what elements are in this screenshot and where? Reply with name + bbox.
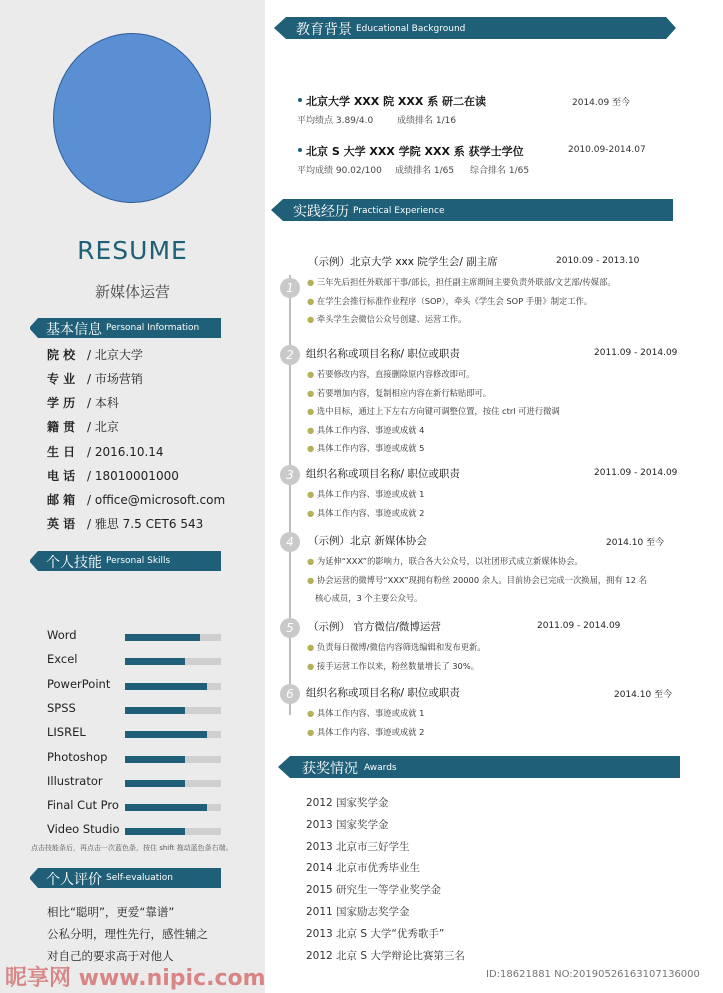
section-title: 获奖情况 xyxy=(302,761,358,777)
award-item: 2011 国家励志奖学金 xyxy=(306,906,410,918)
info-value: office@microsoft.com xyxy=(94,493,226,507)
header-notch xyxy=(29,551,38,571)
header-notch xyxy=(274,17,286,39)
skill-row xyxy=(47,822,227,838)
bullet-dot: ● xyxy=(307,314,317,324)
experience-bullet xyxy=(307,387,491,399)
section-subtitle: Practical Experience xyxy=(353,206,445,216)
experience-bullet xyxy=(307,660,479,672)
bullet-text: 在学生会推行标准作业程序（SOP），牵头《学生会 SOP 手册》制定工作。 xyxy=(316,295,593,306)
skill-row xyxy=(47,774,227,790)
education-header xyxy=(286,17,676,39)
skill-bar-fill xyxy=(125,804,207,811)
bullet-dot: ● xyxy=(307,406,317,416)
info-key: 籍 贯 xyxy=(47,420,76,434)
section-title: 实践经历 xyxy=(293,204,349,220)
evaluation-line: 对自己的要求高于对他人 xyxy=(47,949,174,963)
experience-bullet xyxy=(307,726,424,738)
bullet-text: 具体工作内容、事迹或成就 5 xyxy=(316,443,425,453)
info-value: 本科 xyxy=(94,396,119,410)
bullet-dot xyxy=(298,148,302,152)
info-key: 邮 箱 xyxy=(47,493,76,507)
header-notch xyxy=(278,756,290,778)
experience-bullet xyxy=(307,295,592,307)
timeline-number: 4 xyxy=(280,532,300,552)
bullet-dot: ● xyxy=(307,489,317,499)
experience-bullet xyxy=(307,641,486,653)
image-id-text: ID:18621881 NO:20190526163107136000 xyxy=(486,969,700,980)
skill-bar-fill xyxy=(125,780,185,787)
award-item: 2012 北京 S 大学辩论比赛第三名 xyxy=(306,949,465,962)
bullet-dot: ● xyxy=(307,726,317,737)
info-row: 英 语 / 雅思 7.5 CET6 543 xyxy=(47,517,204,531)
experience-date: 2010.09 - 2013.10 xyxy=(556,256,640,266)
skill-name: Final Cut Pro xyxy=(47,798,119,813)
experience-bullet xyxy=(307,507,424,519)
award-item: 2013 北京 S 大学“优秀歌手” xyxy=(306,927,445,940)
skill-row xyxy=(47,750,227,766)
skill-name: PowerPoint xyxy=(47,676,111,691)
skill-bar-track xyxy=(125,756,221,763)
skill-bar-track xyxy=(125,731,221,738)
info-row: 生 日 / 2016.10.14 xyxy=(47,445,164,459)
info-key: 电 话 xyxy=(47,469,76,483)
bullet-dot: ● xyxy=(307,574,317,585)
bullet-text: 选中目标，通过上下左右方向键可调整位置，按住 ctrl 可进行微调 xyxy=(316,406,560,416)
info-value: 市场营销 xyxy=(94,372,143,386)
skill-bar-track xyxy=(125,658,221,665)
info-value: 北京大学 xyxy=(94,348,143,362)
skill-name: Excel xyxy=(47,652,78,667)
bullet-dot xyxy=(298,98,302,102)
header-notch xyxy=(271,199,283,221)
basic-info-header xyxy=(30,318,221,338)
site-logo-watermark: 昵享网 www.nipic.com xyxy=(5,966,266,991)
info-row: 邮 箱 / office@microsoft.com xyxy=(47,493,226,507)
experience-bullet xyxy=(315,592,422,604)
award-item: 2013 北京市三好学生 xyxy=(306,840,410,853)
bullet-dot: ● xyxy=(307,642,317,652)
skill-bar-track xyxy=(125,634,221,641)
bullet-dot: ● xyxy=(307,708,317,718)
bullet-text: 三年先后担任外联部干事/部长，担任副主席期间主要负责外联部/文艺部/传媒部。 xyxy=(316,277,616,287)
edu-overall-rank: 综合排名 1/65 xyxy=(470,166,530,176)
timeline-line xyxy=(289,275,291,715)
skill-name: LISREL xyxy=(47,725,86,740)
header-notch xyxy=(29,318,38,338)
section-subtitle: Educational Background xyxy=(356,24,466,34)
timeline-number: 5 xyxy=(280,618,300,638)
skill-name: Word xyxy=(47,628,77,642)
evaluation-header xyxy=(30,868,221,888)
bullet-dot: ● xyxy=(307,507,317,518)
experience-date: 2011.09 - 2014.09 xyxy=(594,348,678,358)
skill-name: Video Studio xyxy=(47,822,120,837)
experience-date: 2014.10 至今 xyxy=(606,538,665,548)
skill-name: Illustrator xyxy=(47,773,103,788)
bullet-text: 接手运营工作以来，粉丝数量增长了 30%。 xyxy=(316,660,480,671)
award-item: 2012 国家奖学金 xyxy=(306,797,389,809)
experience-date: 2011.09 - 2014.09 xyxy=(537,621,621,631)
skills-header xyxy=(30,551,221,571)
info-row: 专 业 / 市场营销 xyxy=(47,372,143,386)
experience-bullet xyxy=(307,488,424,500)
info-row: 籍 贯 / 北京 xyxy=(47,420,119,434)
award-item: 2015 研究生一等学业奖学金 xyxy=(306,884,442,897)
skill-row xyxy=(47,677,227,693)
practice-header xyxy=(283,199,673,221)
bullet-text: 协会运营的微博号“XXX”现拥有粉丝 20000 余人。目前协会已完成一次换届，拥有 12 名 xyxy=(316,574,647,585)
section-subtitle: Personal Information xyxy=(106,323,200,333)
experience-date: 2011.09 - 2014.09 xyxy=(594,468,678,478)
edu-rank: 成绩排名 1/65 xyxy=(395,166,455,176)
bullet-text: 具体工作内容、事迹或成就 1 xyxy=(316,489,425,499)
header-notch xyxy=(666,17,676,39)
experience-bullet xyxy=(307,555,583,567)
skill-bar-fill xyxy=(125,731,207,738)
experience-bullet xyxy=(307,405,560,417)
skill-row xyxy=(47,652,227,668)
skill-row xyxy=(47,628,227,644)
skill-bar-track xyxy=(125,780,221,787)
skill-bar-track xyxy=(125,828,221,835)
info-key: 生 日 xyxy=(47,445,76,459)
section-subtitle: Self-evaluation xyxy=(106,873,174,883)
experience-title: （示例） 官方微信/微博运营 xyxy=(308,621,441,633)
bullet-text: 具体工作内容、事迹或成就 2 xyxy=(316,726,425,737)
timeline-number: 3 xyxy=(280,465,300,485)
bullet-text: 核心成员，3 个主要公众号。 xyxy=(315,593,423,603)
timeline-number: 2 xyxy=(280,345,300,365)
bullet-text: 具体工作内容、事迹或成就 1 xyxy=(316,708,425,718)
timeline-number: 6 xyxy=(280,684,300,704)
skill-bar-fill xyxy=(125,634,200,641)
edu-title: 北京 S 大学 XXX 学院 XXX 系 获学士学位 xyxy=(306,145,524,158)
header-notch xyxy=(29,868,38,888)
bullet-dot: ● xyxy=(307,660,317,671)
bullet-dot: ● xyxy=(307,369,317,379)
section-subtitle: Awards xyxy=(364,763,397,773)
skill-row xyxy=(47,725,227,741)
skill-bar-track xyxy=(125,804,221,811)
skill-bar-fill xyxy=(125,756,185,763)
info-value: 18010001000 xyxy=(94,469,179,483)
bullet-text: 具体工作内容、事迹或成就 4 xyxy=(316,424,425,435)
section-title: 个人评价 xyxy=(46,872,102,888)
skill-bar-track xyxy=(125,707,221,714)
skill-name: Photoshop xyxy=(47,749,108,764)
bullet-text: 牵头学生会微信公众号创建、运营工作。 xyxy=(316,314,467,324)
experience-title: 组织名称或项目名称/ 职位或职责 xyxy=(306,348,460,360)
info-key: 院 校 xyxy=(47,348,76,362)
info-value: 北京 xyxy=(94,420,119,434)
experience-bullet xyxy=(307,574,647,586)
bullet-dot: ● xyxy=(307,556,317,566)
edu-rank: 成绩排名 1/16 xyxy=(397,116,457,126)
skill-bar-fill xyxy=(125,683,207,690)
awards-header xyxy=(290,756,680,778)
section-title: 个人技能 xyxy=(46,555,102,571)
info-value: 2016.10.14 xyxy=(94,445,164,459)
section-title: 教育背景 xyxy=(296,22,352,38)
bullet-dot: ● xyxy=(307,387,317,398)
bullet-text: 若要修改内容，直接删除原内容修改即可。 xyxy=(316,369,475,379)
bullet-text: 为延伸“XXX”的影响力，联合各大公众号，以社团形式成立新媒体协会。 xyxy=(316,556,583,566)
award-item: 2014 北京市优秀毕业生 xyxy=(306,862,421,875)
info-row: 电 话 / 18010001000 xyxy=(47,469,179,483)
skill-bar-fill xyxy=(125,707,185,714)
experience-bullet xyxy=(307,276,616,288)
experience-bullet xyxy=(307,707,424,719)
experience-date: 2014.10 至今 xyxy=(614,690,673,700)
sidebar xyxy=(0,0,265,993)
skill-name: SPSS xyxy=(47,700,76,715)
info-row: 院 校 / 北京大学 xyxy=(47,348,143,362)
evaluation-line: 相比“聪明”，更爱“靠谱” xyxy=(47,905,175,919)
experience-bullet xyxy=(307,313,466,325)
evaluation-line: 公私分明，理性先行，感性辅之 xyxy=(47,927,208,941)
bullet-dot: ● xyxy=(307,295,317,306)
bullet-dot: ● xyxy=(307,443,317,453)
experience-title: （示例）北京 新媒体协会 xyxy=(308,535,427,547)
skill-row xyxy=(47,701,227,717)
info-row: 学 历 / 本科 xyxy=(47,396,119,410)
skill-row xyxy=(47,798,227,814)
timeline-number: 1 xyxy=(280,278,300,298)
edu-title: 北京大学 XXX 院 XXX 系 研二在读 xyxy=(306,95,487,108)
bullet-text: 具体工作内容、事迹或成就 2 xyxy=(316,507,425,518)
experience-bullet xyxy=(307,442,424,454)
experience-title: （示例）北京大学 xxx 院学生会/ 副主席 xyxy=(308,256,498,268)
skills-hint: 点击技能条后，再点击一次蓝色条，按住 shift 拖动蓝色条右端。 xyxy=(31,844,233,852)
experience-bullet xyxy=(307,424,424,436)
experience-bullet xyxy=(307,368,475,380)
bullet-dot: ● xyxy=(307,424,317,435)
bullet-dot: ● xyxy=(307,277,317,287)
skill-bar-track xyxy=(125,683,221,690)
section-subtitle: Personal Skills xyxy=(106,556,171,566)
experience-title: 组织名称或项目名称/ 职位或职责 xyxy=(306,468,460,480)
skill-bar-fill xyxy=(125,658,185,665)
info-value: 雅思 7.5 CET6 543 xyxy=(94,517,204,531)
award-item: 2013 国家奖学金 xyxy=(306,818,389,831)
bullet-text: 若要增加内容，复制相应内容在新行粘贴即可。 xyxy=(316,387,492,398)
bullet-text: 负责每日微博/微信内容筛选编辑和发布更新。 xyxy=(316,642,486,652)
edu-gpa: 平均绩点 3.89/4.0 xyxy=(297,116,374,126)
skill-bar-fill xyxy=(125,828,185,835)
avatar xyxy=(53,33,211,203)
info-key: 专 业 xyxy=(47,372,76,386)
resume-subtitle: 新媒体运营 xyxy=(94,283,170,301)
resume-title: RESUME xyxy=(77,236,188,265)
experience-title: 组织名称或项目名称/ 职位或职责 xyxy=(306,687,460,699)
edu-date: 2010.09-2014.07 xyxy=(568,145,646,155)
info-key: 英 语 xyxy=(47,517,76,531)
edu-date: 2014.09 至今 xyxy=(572,98,631,108)
edu-gpa: 平均成绩 90.02/100 xyxy=(297,166,382,176)
info-key: 学 历 xyxy=(47,396,76,410)
section-title: 基本信息 xyxy=(46,322,102,338)
